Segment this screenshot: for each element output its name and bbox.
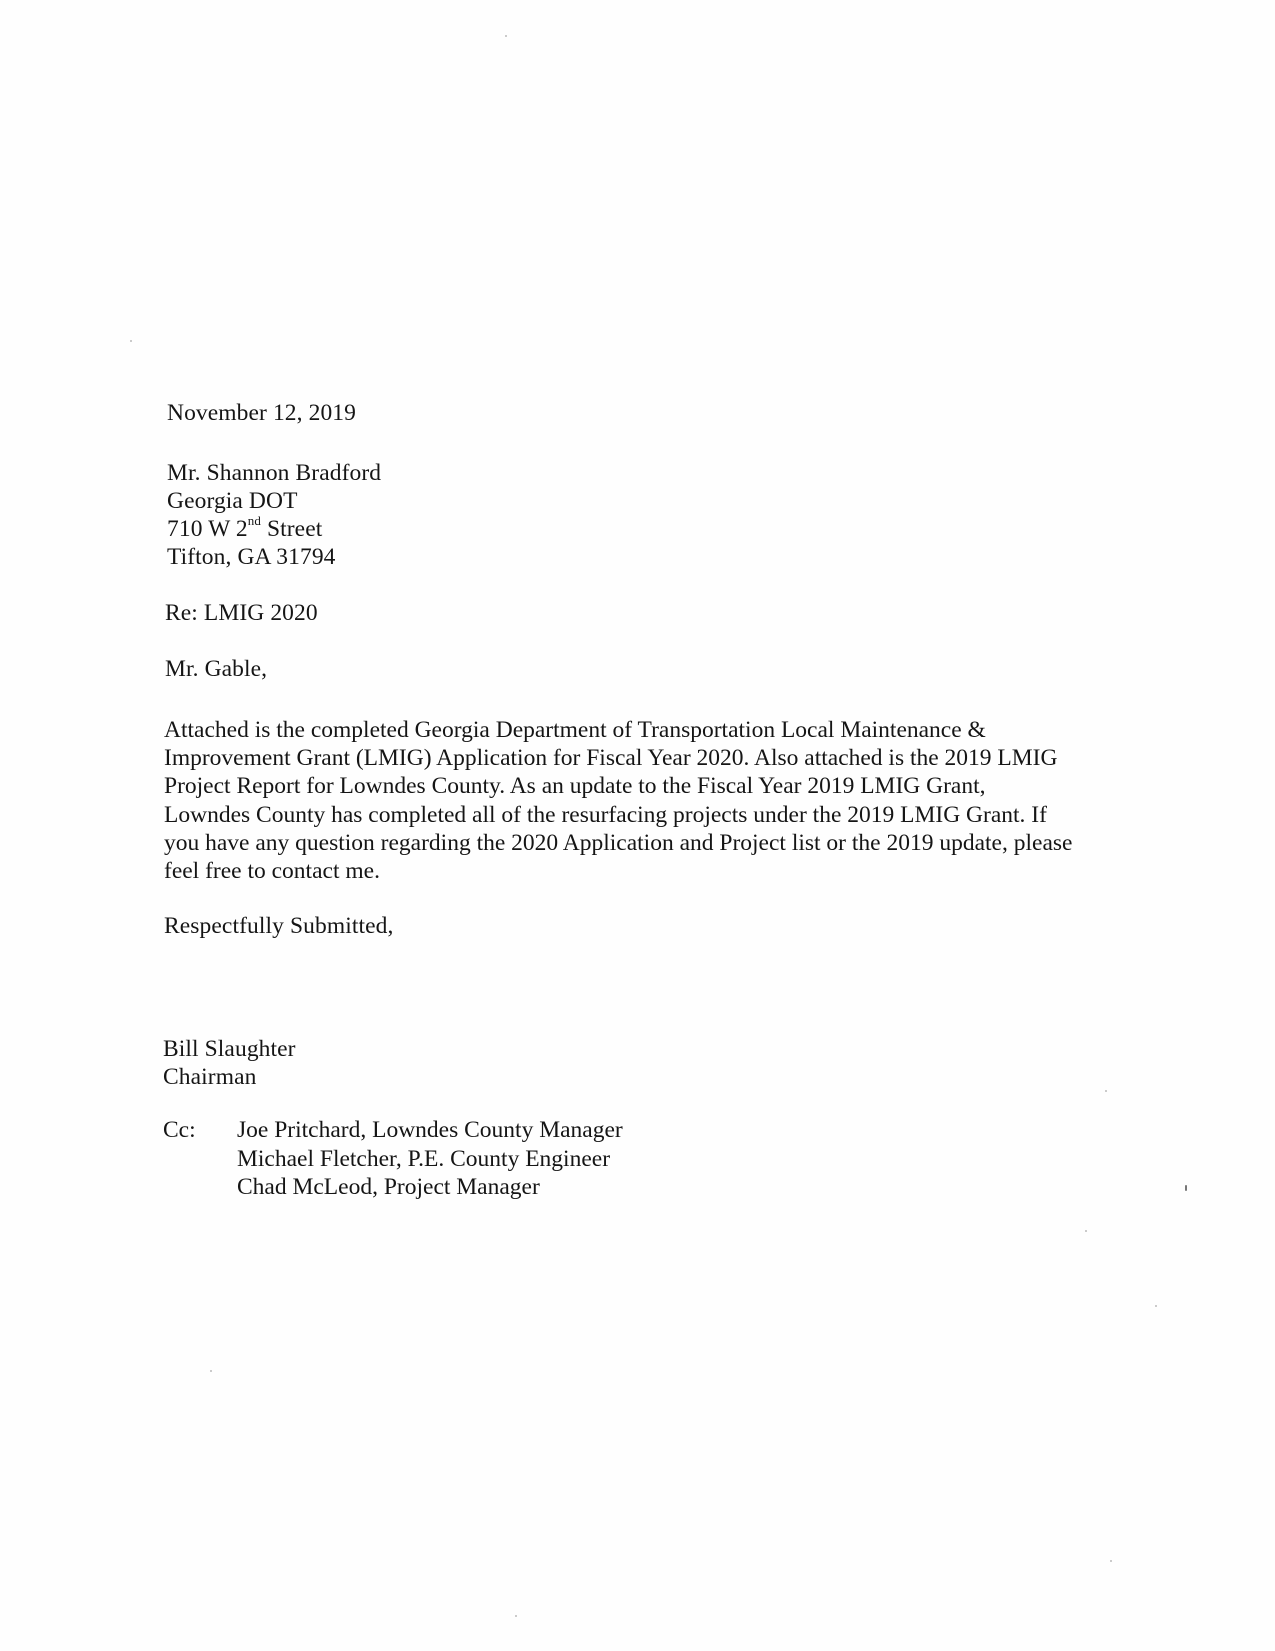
cc-recipient: Michael Fletcher, P.E. County Engineer xyxy=(237,1145,611,1172)
scan-speck xyxy=(515,1615,517,1617)
cc-recipients-list xyxy=(237,1116,623,1202)
body-line: Attached is the completed Georgia Department of Transportation Local Maintenance & xyxy=(164,717,986,743)
scan-speck xyxy=(1155,1305,1157,1307)
cc-recipient: Joe Pritchard, Lowndes County Manager xyxy=(237,1117,623,1143)
recipient-name: Mr. Shannon Bradford xyxy=(167,460,382,486)
scan-mark xyxy=(1185,1185,1187,1191)
recipient-city-state-zip: Tifton, GA 31794 xyxy=(167,544,336,570)
body-paragraph xyxy=(164,716,1174,885)
signer-title: Chairman xyxy=(163,1064,257,1090)
body-line: Lowndes County has completed all of the resurfacing projects under the 2019 LMIG Grant. If xyxy=(164,801,1047,828)
body-line: feel free to contact me. xyxy=(164,858,380,885)
recipient-street xyxy=(167,515,322,543)
body-line: Project Report for Lowndes County. As an update to the Fiscal Year 2019 LMIG Grant, xyxy=(164,773,986,800)
scan-speck xyxy=(1105,1090,1107,1092)
cc-recipient: Chad McLeod, Project Manager xyxy=(237,1174,540,1200)
scan-speck xyxy=(130,340,132,342)
street-prefix: 710 W 2 xyxy=(167,516,248,542)
scan-speck xyxy=(1110,1560,1112,1562)
salutation: Mr. Gable, xyxy=(165,656,268,682)
cc-label: Cc: xyxy=(163,1117,196,1143)
scan-speck xyxy=(505,35,507,37)
street-ordinal-suffix: nd xyxy=(247,513,261,529)
body-line: you have any question regarding the 2020 Application and Project list or the 2019 update, please xyxy=(164,829,1073,856)
scan-speck xyxy=(210,1370,212,1372)
letter-date: November 12, 2019 xyxy=(167,400,357,426)
subject-line: Re: LMIG 2020 xyxy=(165,600,318,626)
signer-name: Bill Slaughter xyxy=(163,1036,296,1062)
scan-speck xyxy=(1085,1230,1087,1232)
street-suffix: Street xyxy=(260,516,323,542)
body-line: Improvement Grant (LMIG) Application for Fiscal Year 2020. Also attached is the 2019 LMIG xyxy=(164,745,1058,772)
closing: Respectfully Submitted, xyxy=(164,913,394,939)
recipient-organization: Georgia DOT xyxy=(167,488,298,514)
